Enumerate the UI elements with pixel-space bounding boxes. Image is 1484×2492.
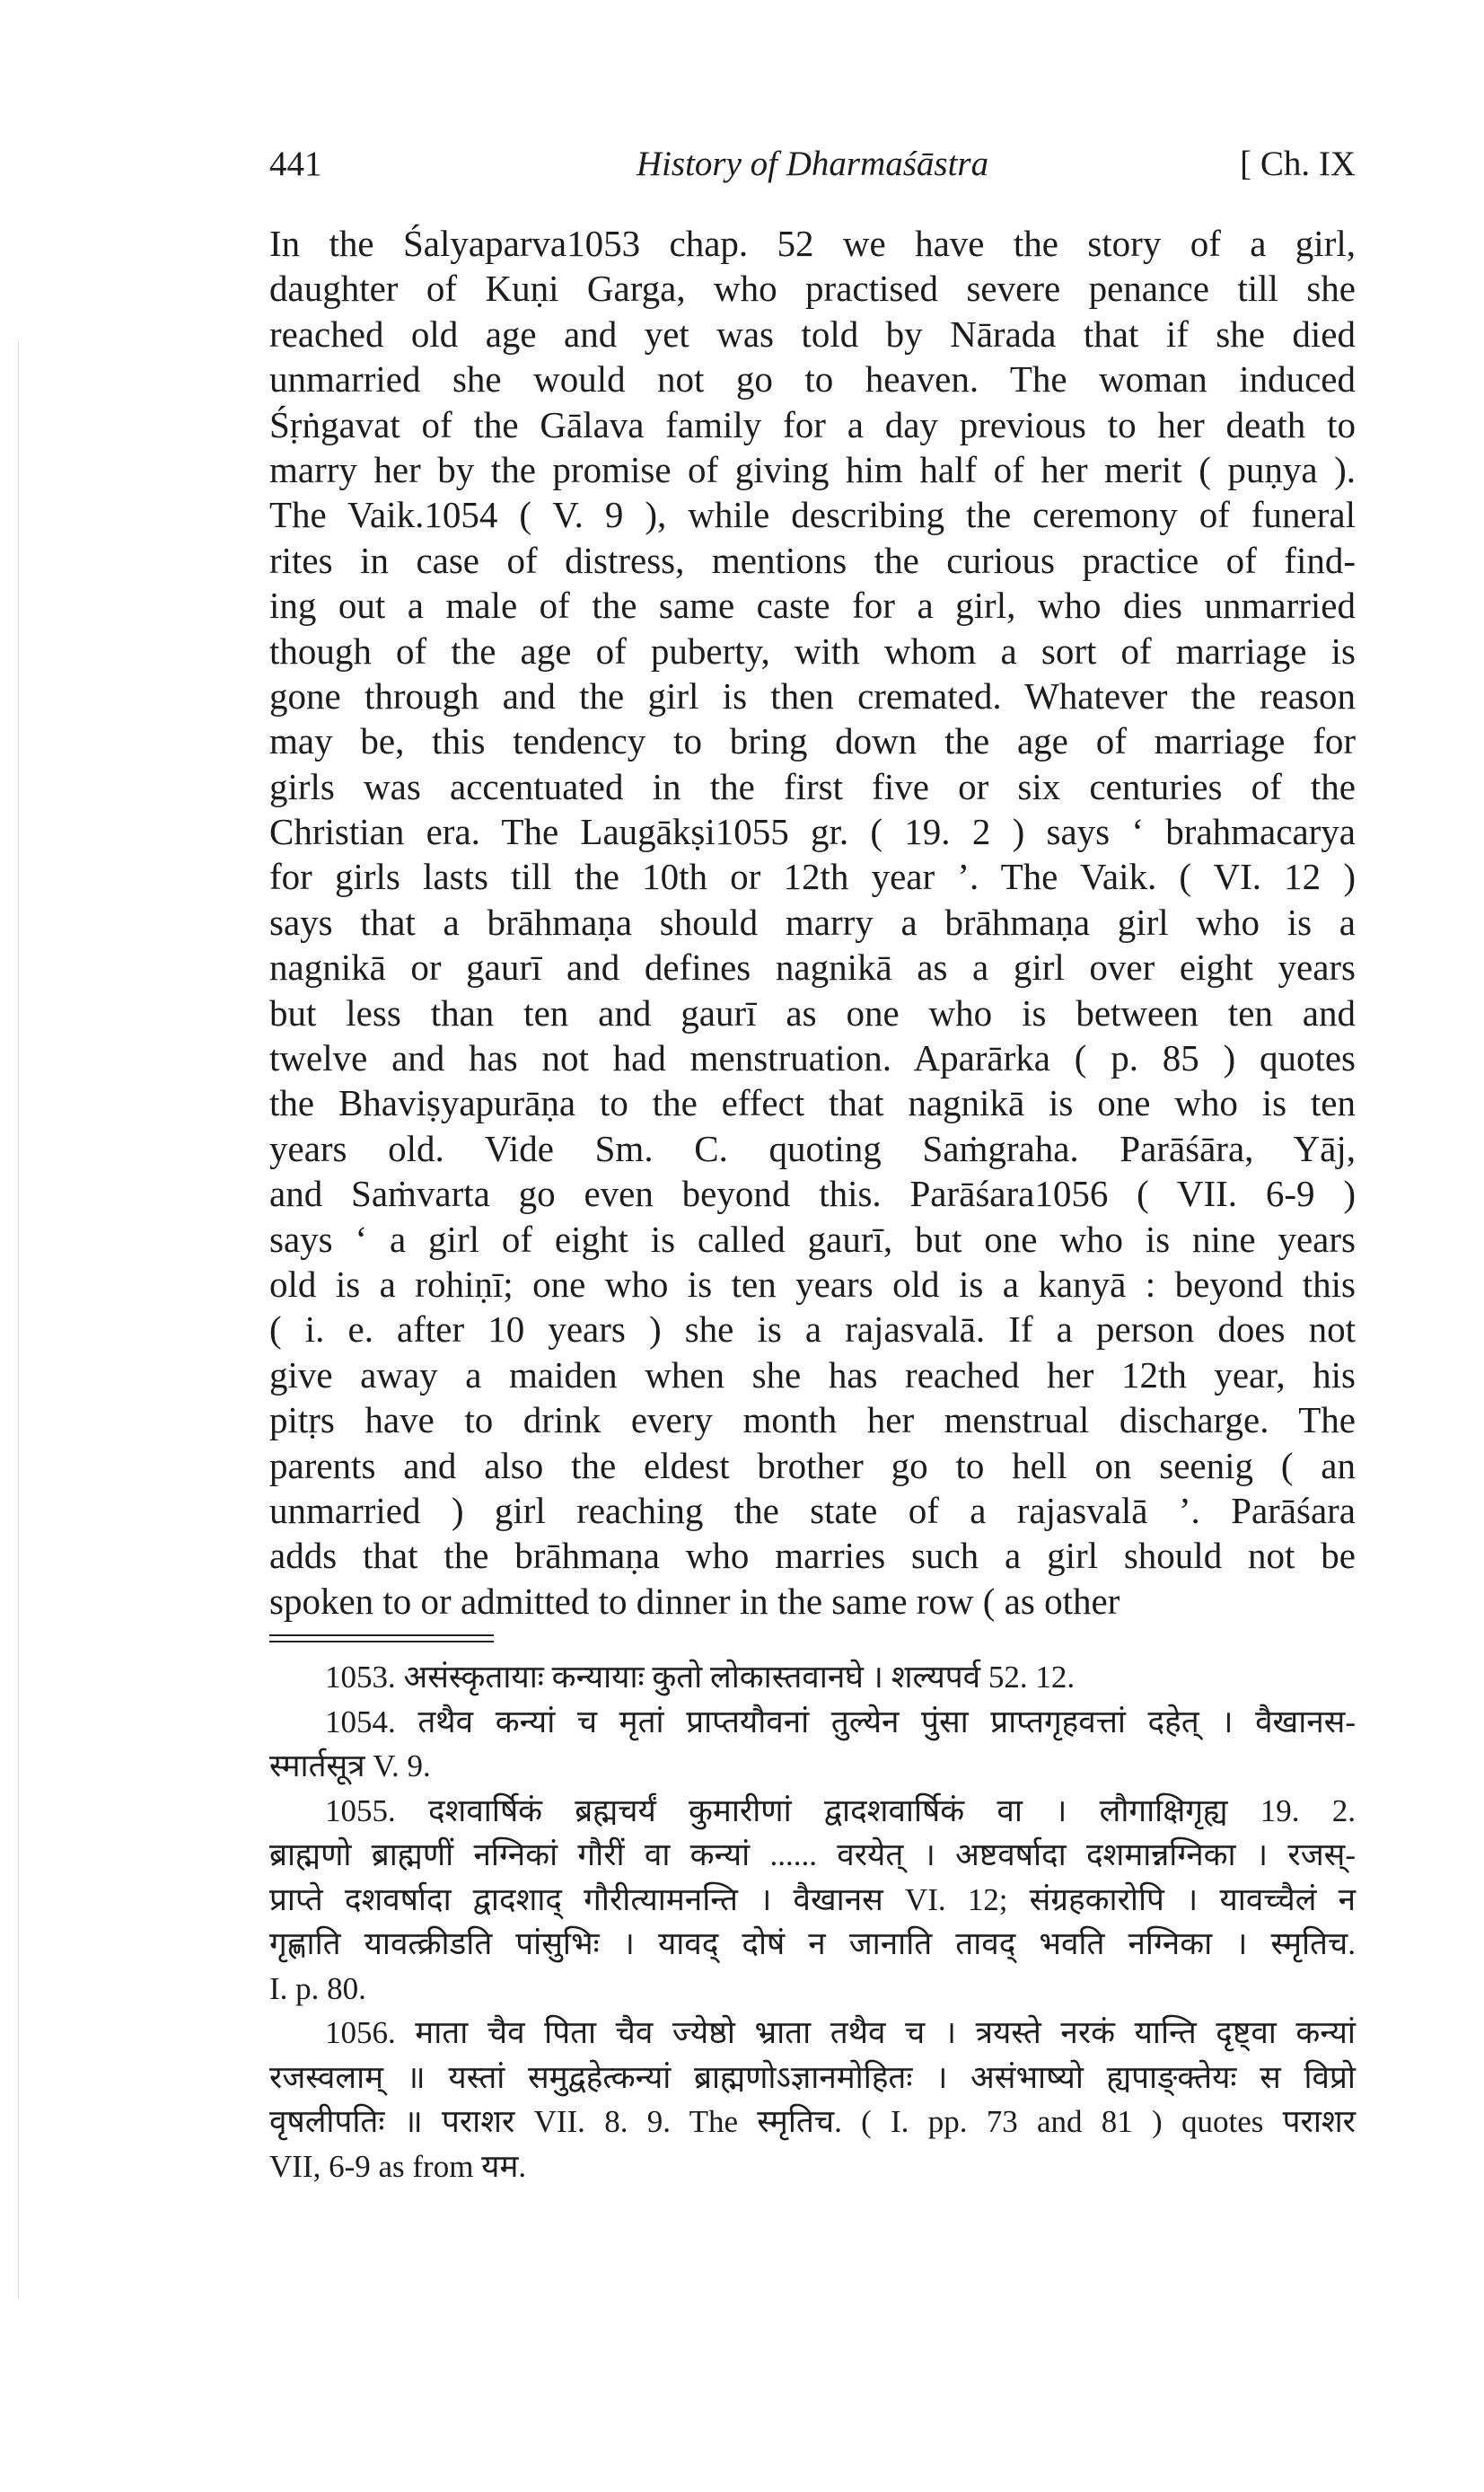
footnote-line: ब्राह्मणो ब्राह्मणीं नग्निकां गौरीं वा कन्यां ...... वरयेत् । अष्टवर्षादा दशमान्नग्निका । रजस्- <box>269 1837 1356 1873</box>
body-line: rites in case of distress, mentions the curious practice of find- <box>269 539 1356 581</box>
scan-margin-line <box>18 341 19 2299</box>
body-line: Christian era. The Laugākṣi1055 gr. ( 19. 2 ) says ‘ brahmacarya <box>269 811 1356 853</box>
body-line: parents and also the eldest brother go to hell on seenig ( an <box>269 1444 1356 1486</box>
body-line: pitṛs have to drink every month her menstrual discharge. The <box>269 1399 1356 1441</box>
footnote-line: VII, 6-9 as from यम. <box>269 2148 527 2184</box>
footnote-1055 <box>269 1789 1356 2012</box>
body-line: ( i. e. after 10 years ) she is a rajasvalā. If a person does not <box>269 1308 1356 1351</box>
body-line: reached old age and yet was told by Nārada that if she died <box>269 313 1356 355</box>
body-text <box>269 221 1356 1624</box>
footnotes <box>269 1655 1356 2188</box>
running-header <box>269 144 1356 198</box>
body-line: marry her by the promise of giving him half of her merit ( puṇya ). <box>269 448 1356 490</box>
body-line: the Bhaviṣyapurāṇa to the effect that nagnikā is one who is ten <box>269 1082 1356 1124</box>
running-title: History of Dharmaśāstra <box>636 145 989 183</box>
footnote-line: वृषलीपतिः ॥ पराशर VII. 8. 9. The स्मृतिच. ( I. pp. 73 and 81 ) quotes पराशर <box>269 2104 1356 2140</box>
footnote-1054 <box>269 1700 1356 1789</box>
body-line: adds that the brāhmaṇa who marries such a girl should not be <box>269 1535 1356 1577</box>
footnote-line: 1054. तथैव कन्यां च मृतां प्राप्तयौवनां तुल्येन पुंसा प्राप्तगृहवत्तां दहेत् । वैखानस- <box>325 1704 1356 1739</box>
body-line: twelve and has not had menstruation. Aparārka ( p. 85 ) quotes <box>269 1037 1356 1079</box>
footnote-line: 1055. दशवार्षिकं ब्रह्मचर्यं कुमारीणां द्वादशवार्षिकं वा । लौगाक्षिगृह्य 19. 2. <box>325 1792 1356 1828</box>
body-line: gone through and the girl is then cremated. Whatever the reason <box>269 674 1356 717</box>
footnote-line: I. p. 80. <box>269 1970 366 2006</box>
body-line: give away a maiden when she has reached her 12th year, his <box>269 1353 1356 1396</box>
body-line: spoken to or admitted to dinner in the same row ( as other <box>269 1580 1120 1622</box>
footnote-line: गृह्णाति यावत्क्रीडति पांसुभिः । यावद् दोषं न जानाति तावद् भवति नग्निका । स्मृतिच. <box>269 1926 1356 1962</box>
body-line: says ‘ a girl of eight is called gaurī, but one who is nine years <box>269 1218 1356 1260</box>
body-line: girls was accentuated in the first five or six centuries of the <box>269 765 1356 807</box>
footnote-1053 <box>269 1655 1356 1700</box>
body-line: In the Śalyaparva1053 chap. 52 we have the story of a girl, <box>269 223 1356 264</box>
body-line: old is a rohiṇī; one who is ten years old is a kanyā : beyond this <box>269 1263 1356 1305</box>
footnote-rule-top <box>269 1634 494 1636</box>
footnote-line: रजस्वलाम् ॥ यस्तां समुद्वहेत्कन्यां ब्राह्मणोऽज्ञानमोहितः । असंभाष्यो ह्यपाङ्क्तेयः स विप्रो <box>269 2059 1356 2095</box>
body-line: The Vaik.1054 ( V. 9 ), while describing the ceremony of funeral <box>269 494 1356 536</box>
footnote-line: 1053. असंस्कृतायाः कन्यायाः कुतो लोकास्तवानघे । शल्यपर्व 52. 12. <box>325 1660 1076 1695</box>
body-line: unmarried ) girl reaching the state of a rajasvalā ’. Parāśara <box>269 1489 1356 1531</box>
body-line: Śṛṅgavat of the Gālava family for a day previous to her death to <box>269 403 1356 445</box>
footnote-line: 1056. माता चैव पिता चैव ज्येष्ठो भ्राता तथैव च । त्रयस्ते नरकं यान्ति दृष्ट्वा कन्यां <box>325 2015 1356 2051</box>
body-line: daughter of Kuṇi Garga, who practised severe penance till she <box>269 268 1356 310</box>
body-line: years old. Vide Sm. C. quoting Saṁgraha. Parāśāra, Yāj, <box>269 1127 1356 1169</box>
page-number: 441 <box>269 145 322 183</box>
body-line: ing out a male of the same caste for a girl, who dies unmarried <box>269 585 1356 627</box>
body-line: for girls lasts till the 10th or 12th year ’. The Vaik. ( VI. 12 ) <box>269 856 1356 898</box>
document-page <box>269 144 1356 2188</box>
footnote-line: प्राप्ते दशवर्षादा द्वादशाद् गौरीत्यामनन्ति । वैखानस VI. 12; संग्रहकारोपि । यावच्चैलं न <box>269 1881 1356 1917</box>
body-line: though of the age of puberty, with whom a sort of marriage is <box>269 630 1356 672</box>
body-line: may be, this tendency to bring down the age of marriage for <box>269 720 1356 762</box>
footnote-rule-bottom <box>269 1641 494 1642</box>
chapter-label: [ Ch. IX <box>1240 145 1356 183</box>
body-line: and Saṁvarta go even beyond this. Parāśara1056 ( VII. 6-9 ) <box>269 1173 1356 1215</box>
body-line: says that a brāhmaṇa should marry a brāhmaṇa girl who is a <box>269 901 1356 943</box>
body-line: but less than ten and gaurī as one who is between ten and <box>269 991 1356 1034</box>
body-line: unmarried she would not go to heaven. The woman induced <box>269 358 1356 401</box>
footnote-1056 <box>269 2011 1356 2188</box>
footnote-line: स्मार्तसूत्र V. 9. <box>269 1748 431 1784</box>
body-line: nagnikā or gaurī and defines nagnikā as a girl over eight years <box>269 947 1356 989</box>
